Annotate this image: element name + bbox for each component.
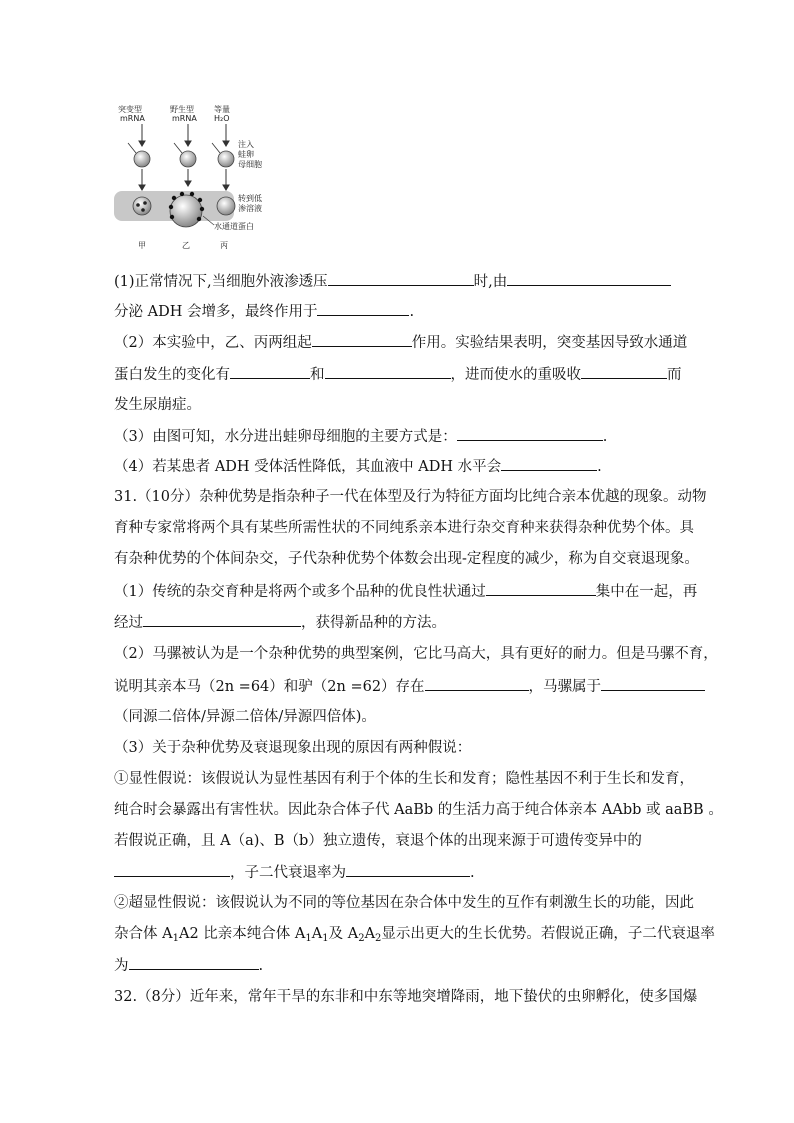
q31-h1-line4: ，子二代衰退率为 . (114, 862, 475, 883)
blank[interactable] (457, 426, 603, 441)
blank[interactable] (143, 612, 301, 627)
q30-line1: (1)正常情况下,当细胞外液渗透压 时,由 (114, 271, 671, 292)
blank[interactable] (425, 676, 529, 691)
q31-intro1: 31.（10分）杂种优势是指杂种子一代在体型及行为特征方面均比纯合亲本优越的现象。动物 (114, 489, 707, 505)
q31-p2-line1: （2）马骡被认为是一个杂种优势的典型案例，它比马高大，具有更好的耐力。但是马骡不育， (114, 646, 718, 662)
cell-a (133, 197, 151, 215)
q30-line7: （4）若某患者 ADH 受体活性降低，其血液中 ADH 水平会 . (114, 456, 602, 477)
label-bing: 丙 (220, 241, 228, 250)
q30-line5: 发生尿崩症。 (114, 397, 201, 413)
q31-p1-line2: 经过 ，获得新品种的方法。 (114, 612, 446, 633)
q31-h1-line3: 若假说正确，且 A（a)、B（b）独立遗传，衰退个体的出现来源于可遗传变异中的 (114, 833, 642, 849)
label-transfer: 转到低 (238, 194, 262, 203)
label-equal: 等量 (214, 105, 230, 114)
q32-line1: 32.（8分）近年来，常年干旱的东非和中东等地突增降雨，地下蛰伏的虫卵孵化，使多国爆 (114, 989, 698, 1005)
blank[interactable] (601, 676, 705, 691)
blank[interactable] (114, 862, 230, 877)
q30-line2: 分泌 ADH 会增多，最终作用于 . (114, 301, 414, 322)
label-mutant: 突变型 (118, 105, 142, 114)
oocyte-mutant (134, 151, 150, 167)
label-oocyte: 母细胞 (238, 160, 262, 169)
blank[interactable] (317, 301, 409, 316)
label-mutant-sub: mRNA (120, 114, 145, 123)
blank[interactable] (501, 456, 597, 471)
q31-h2-line2: 杂合体 $A_1A2$ 比亲本纯合体 $A_1A_1$及 $A_2A_2$显示出更大的生长优势。若假说正确，子二代衰退率 (114, 926, 715, 944)
label-inject: 注入 (238, 140, 254, 149)
q31-h1-line1: ①显性假说：该假说认为显性基因有利于个体的生长和发育；隐性基因不利于生长和发育， (114, 771, 694, 787)
blank[interactable] (129, 955, 259, 970)
cell-c (217, 197, 235, 215)
blank[interactable] (312, 332, 412, 347)
blank[interactable] (346, 862, 470, 877)
q31-p2-line2: 说明其亲本马（2n =64）和驴（2n =62）存在 ，马骡属于 (114, 676, 705, 697)
q31-h2-line1: ②超显性假说：该假说认为不同的等位基因在杂合体中发生的互作有刺激生长的功能，因此 (114, 895, 694, 911)
blank[interactable] (230, 364, 310, 379)
oocyte-wild (180, 151, 196, 167)
q30-line6: （3）由图可知，水分进出蛙卵母细胞的主要方式是： . (114, 426, 607, 447)
oocyte-water (218, 151, 234, 167)
label-yi: 乙 (182, 241, 190, 250)
q31-h2-line3: 为 . (114, 955, 263, 976)
q31-p3: （3）关于杂种优势及衰退现象出现的原因有两种假说： (114, 740, 472, 756)
q30-line4: 蛋白发生的变化有 和 ，进而使水的重吸收 而 (114, 364, 682, 385)
blank[interactable] (581, 364, 667, 379)
label-wild-sub: mRNA (172, 114, 197, 123)
label-equal-sub: H₂O (214, 114, 230, 123)
label-frog: 蛙卵 (238, 150, 254, 159)
label-solution: 渗溶液 (238, 204, 262, 213)
q31-h1-line2: 纯合时会暴露出有害性状。因此杂合体子代 AaBb 的生活力高于纯合体亲本 AAbb 或 aaBB 。 (114, 802, 723, 818)
blank[interactable] (328, 271, 474, 286)
blank[interactable] (325, 364, 451, 379)
experiment-figure (114, 103, 274, 253)
q31-intro2: 育种专家常将两个具有某些所需性状的不同纯系亲本进行杂交育种来获得杂种优势个体。具 (114, 520, 694, 536)
blank[interactable] (507, 271, 671, 286)
label-wild: 野生型 (170, 105, 194, 114)
label-aquaporin: 水通道蛋白 (214, 222, 254, 231)
blank[interactable] (486, 581, 596, 596)
label-jia: 甲 (138, 241, 146, 250)
q31-intro3: 有杂种优势的个体间杂交，子代杂种优势个体数会出现-定程度的减少，称为自交衰退现象。 (114, 551, 699, 567)
q31-p2-line3: （同源二倍体/异源二倍体/异源四倍体)。 (114, 709, 376, 725)
q30-line3: （2）本实验中，乙、丙两组起 作用。实验结果表明，突变基因导致水通道 (114, 332, 687, 353)
q31-p1-line1: （1）传统的杂交育种是将两个或多个品种的优良性状通过 集中在一起，再 (114, 581, 697, 602)
